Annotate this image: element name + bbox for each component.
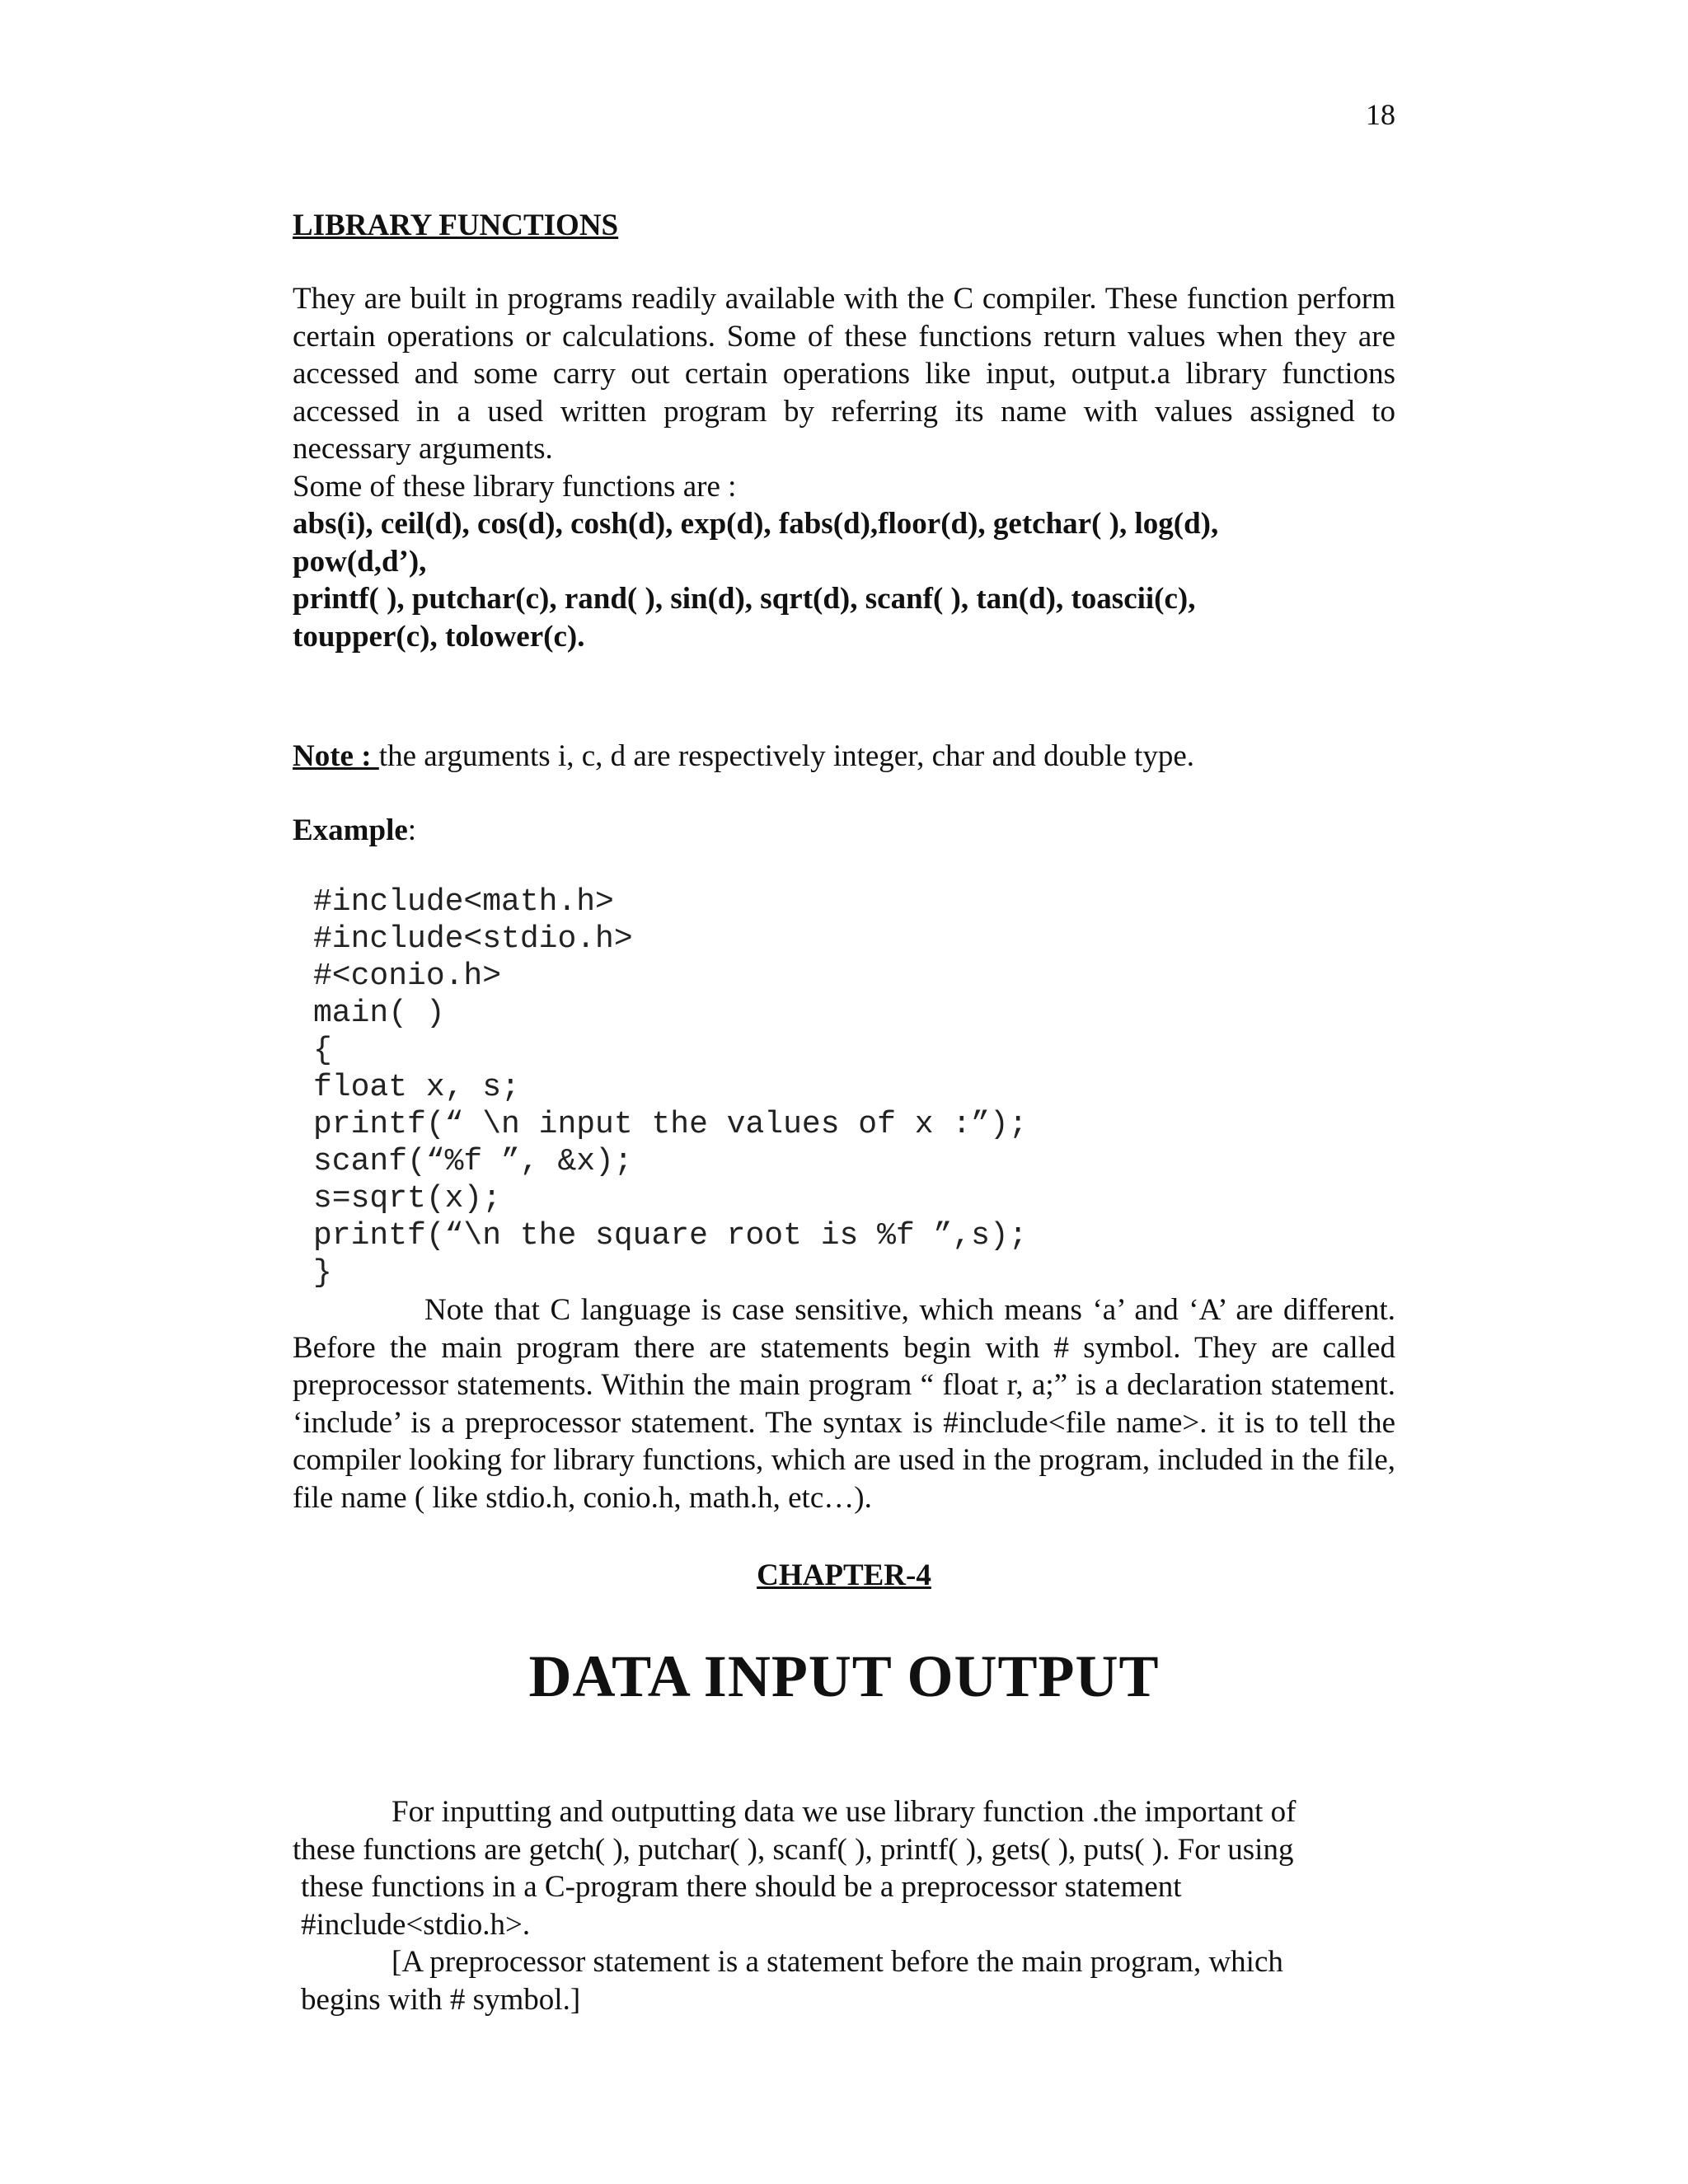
code-line: main( ) bbox=[313, 996, 445, 1031]
explanation-paragraph: Note that C language is case sensitive, which means ‘a’ and ‘A’ are different. Before the main program there are statements begin with # symbol. They are called preprocessor statements. Within the main program “ float r, a;” is a declaration statement. ‘include’ is a preprocessor statement. The syntax is #include<file name>. it is to tell the compiler looking for library functions, which are used in the program, included in the file, file name ( like stdio.h, conio.h, math.h, etc…). bbox=[293, 1293, 1395, 1515]
function-line: abs(i), ceil(d), cos(d), cosh(d), exp(d), fabs(d),floor(d), getchar( ), log(d), bbox=[293, 507, 1219, 541]
example-line bbox=[293, 812, 1395, 850]
code-line: printf(“ \n input the values of x :”); bbox=[313, 1107, 1028, 1142]
io-line: these functions in a C-program there should be a preprocessor statement bbox=[301, 1870, 1182, 1904]
code-line: #<conio.h> bbox=[313, 958, 502, 994]
chapter-title: DATA INPUT OUTPUT bbox=[528, 1643, 1160, 1709]
code-line: scanf(“%f ”, &x); bbox=[313, 1144, 633, 1179]
io-line: these functions are getch( ), putchar( ), scanf( ), printf( ), gets( ), puts( ). For using bbox=[293, 1832, 1294, 1867]
code-line: #include<math.h> bbox=[313, 884, 614, 920]
function-line: printf( ), putchar(c), rand( ), sin(d), sqrt(d), scanf( ), tan(d), toascii(c), bbox=[293, 582, 1196, 616]
bracket-line: begins with # symbol.] bbox=[301, 1982, 581, 2017]
list-intro: Some of these library functions are : bbox=[293, 469, 737, 504]
code-line: #include<stdio.h> bbox=[313, 921, 633, 957]
function-line: toupper(c), tolower(c). bbox=[293, 619, 585, 654]
io-paragraph bbox=[293, 1793, 1395, 1943]
example-colon: : bbox=[407, 813, 417, 847]
note-text: the arguments i, c, d are respectively integer, char and double type. bbox=[378, 739, 1195, 773]
intro-paragraph: They are built in programs readily available with the C compiler. These function perform certain operations or calculations. Some of these functions return values when they are accessed and some carry out certain operations like input, output.a library functions accessed in a used written program by referring its name with values assigned to necessary arguments. bbox=[293, 282, 1395, 466]
note-label: Note : bbox=[293, 739, 379, 773]
code-line: float x, s; bbox=[313, 1070, 520, 1105]
example-label: Example bbox=[293, 813, 408, 847]
chapter-label: CHAPTER-4 bbox=[757, 1558, 931, 1592]
code-line: } bbox=[313, 1255, 332, 1291]
function-line: pow(d,d’), bbox=[293, 544, 427, 579]
io-line: #include<stdio.h>. bbox=[301, 1907, 531, 1942]
note-line bbox=[293, 738, 1395, 776]
page-number: 18 bbox=[1366, 98, 1395, 131]
code-line: s=sqrt(x); bbox=[313, 1181, 502, 1216]
code-line: printf(“\n the square root is %f ”,s); bbox=[313, 1218, 1028, 1254]
io-line: For inputting and outputting data we use library function .the important of bbox=[392, 1795, 1296, 1829]
section-heading: LIBRARY FUNCTIONS bbox=[293, 209, 619, 242]
bracket-line: [A preprocessor statement is a statement before the main program, which bbox=[392, 1945, 1283, 1979]
bracket-paragraph bbox=[293, 1943, 1395, 2018]
function-list bbox=[293, 505, 1395, 655]
code-block bbox=[293, 883, 1395, 1291]
code-line: { bbox=[313, 1033, 332, 1068]
page-content bbox=[293, 208, 1395, 2018]
